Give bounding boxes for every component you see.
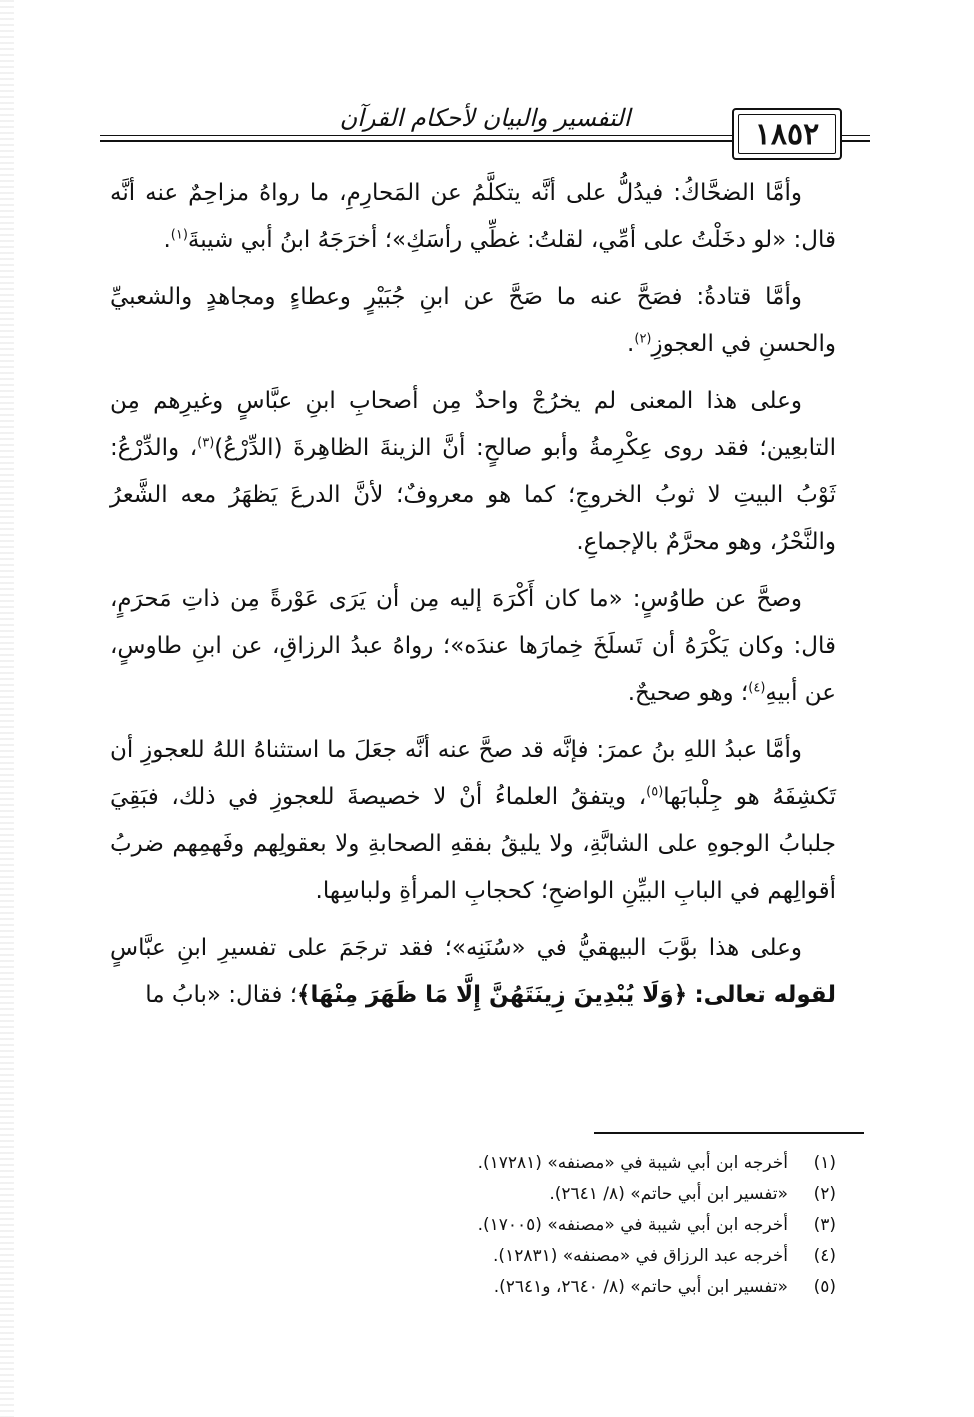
footnote-number: (١) bbox=[813, 1153, 836, 1173]
paragraph-ibn-umar: وأمَّا عبدُ اللهِ بنُ عمرَ: فإنَّه قد صحَّ عنه أنَّه جعَلَ ما استثناهُ اللهُ للعجوزِ أن تَكشِفَهُ هو جِلْبابَها$^{(٥)}$، ويتفقُ العلماءُ أنْ لا خصيصةَ للعجوزِ في ذلك، فبَقِيَ جلبابُ الوجوهِ على الشابَّةِ، ولا يليقُ بفقهِ الصحابةِ ولا بعقولِهم وفَهمِهم ضربُ أقوالِهم في البابِ البيِّنِ الواضحِ؛ كحجابِ المرأةِ ولباسِها. bbox=[110, 737, 837, 904]
footnote-text: «تفسير ابن أبي حاتم» (٨/ ٢٦٤١). bbox=[549, 1184, 788, 1204]
quran-verse: ﴿وَلَا يُبْدِينَ زِينَتَهُنَّ إِلَّا مَا ظَهَرَ مِنْهَا﴾ bbox=[297, 982, 688, 1008]
footnote-number: (٥) bbox=[813, 1277, 836, 1297]
running-header bbox=[100, 88, 870, 158]
footnote-ref-4[interactable]: (٤) bbox=[748, 680, 766, 696]
paragraph-tabiin: وعلى هذا المعنى لم يخرُجْ واحدٌ مِن أصحابِ ابنِ عبَّاسٍ وغيرِهم مِن التابعِين؛ فقد روى عِكْرِمةُ وأبو صالحٍ: أنَّ الزينةَ الظاهِرةَ (الدِّرْعُ)$^{(٣)}$، والدِّرْعُ: ثَوْبُ البيتِ لا ثوبُ الخروجِ؛ كما هو معروفٌ؛ لأنَّ الدرعَ يَظهَرُ معه الشَّعرُ والنَّحْرُ، وهو محرَّمٌ بالإجماعِ. bbox=[110, 388, 836, 555]
page-number-frame bbox=[732, 108, 842, 160]
paragraph-bayhaqi: وعلى هذا بوَّبَ البيهقيُّ في «سُنَنِه»؛ فقد ترجَمَ على تفسيرِ ابنِ عبَّاسٍ لقوله تعالى: ﴿وَلَا يُبْدِينَ زِينَتَهُنَّ إِلَّا مَا ظَهَرَ مِنْهَا﴾؛ فقال: «بابُ ما bbox=[110, 935, 836, 1008]
paragraph-tawus: وصحَّ عن طاوُسٍ: «ما كان أَكْرَهَ إليه مِن أن يَرَى عَوْرةً مِن ذاتِ مَحرَمٍ، قال: وكان يَكْرَهُ أن تَسلَخَ خِمارَها عندَه»؛ رواهُ عبدُ الرزاقِ، عن ابنِ طاوسٍ، عن أبيهِ$^{(٤)}$؛ وهو صحيحٌ. bbox=[110, 586, 836, 706]
footnote-text: أخرجه ابن أبي شيبة في «مصنفه» (١٧٢٨١). bbox=[477, 1153, 788, 1173]
footnote-ref-1[interactable]: (١) bbox=[170, 227, 188, 243]
footnote-text: «تفسير ابن أبي حاتم» (٨/ ٢٦٤٠، و٢٦٤١). bbox=[493, 1277, 788, 1297]
footnotes bbox=[110, 1148, 836, 1303]
footnote-text: أخرجه عبد الرزاق في «مصنفه» (١٢٨٣١). bbox=[493, 1246, 788, 1266]
footnote bbox=[110, 1210, 836, 1241]
footnote-number: (٢) bbox=[813, 1184, 836, 1204]
footnote bbox=[110, 1179, 836, 1210]
scan-edge bbox=[0, 0, 14, 1417]
footnote-number: (٣) bbox=[813, 1215, 836, 1235]
main-text bbox=[110, 170, 836, 1029]
footnote bbox=[110, 1241, 836, 1272]
quran-intro: لقوله تعالى: bbox=[694, 982, 836, 1008]
footnote bbox=[110, 1272, 836, 1303]
footnote-ref-2[interactable]: (٢) bbox=[634, 331, 652, 347]
page-number: ١٨٥٢ bbox=[754, 116, 820, 152]
footnote-separator bbox=[594, 1132, 864, 1134]
footnote-number: (٤) bbox=[813, 1246, 836, 1266]
footnote-ref-3[interactable]: (٣) bbox=[197, 435, 215, 451]
footnote-ref-5[interactable]: (٥) bbox=[646, 784, 664, 800]
paragraph-dahhak: وأمَّا الضحَّاكُ: فيدُلُّ على أنَّه يتكلَّمُ عن المَحارِمِ، ما رواهُ مزاحِمٌ عنه أنَّه قال: «لو دخَلْتُ على أمِّي، لقلتُ: غطِّي رأسَكِ»؛ أخرَجَهُ ابنُ أبي شيبةَ$^{(١)}$. bbox=[110, 180, 836, 253]
footnote-text: أخرجه ابن أبي شيبة في «مصنفه» (١٧٠٠٥). bbox=[477, 1215, 788, 1235]
paragraph-qatada: وأمَّا قتادةُ: فصَحَّ عنه ما صَحَّ عن ابنِ جُبَيْرٍ وعطاءٍ ومجاهدٍ والشعبيِّ والحسنِ في العجوزِ$^{(٢)}$. bbox=[110, 284, 836, 357]
footnote bbox=[110, 1148, 836, 1179]
book-title: التفسير والبيان لأحكام القرآن bbox=[100, 104, 870, 132]
